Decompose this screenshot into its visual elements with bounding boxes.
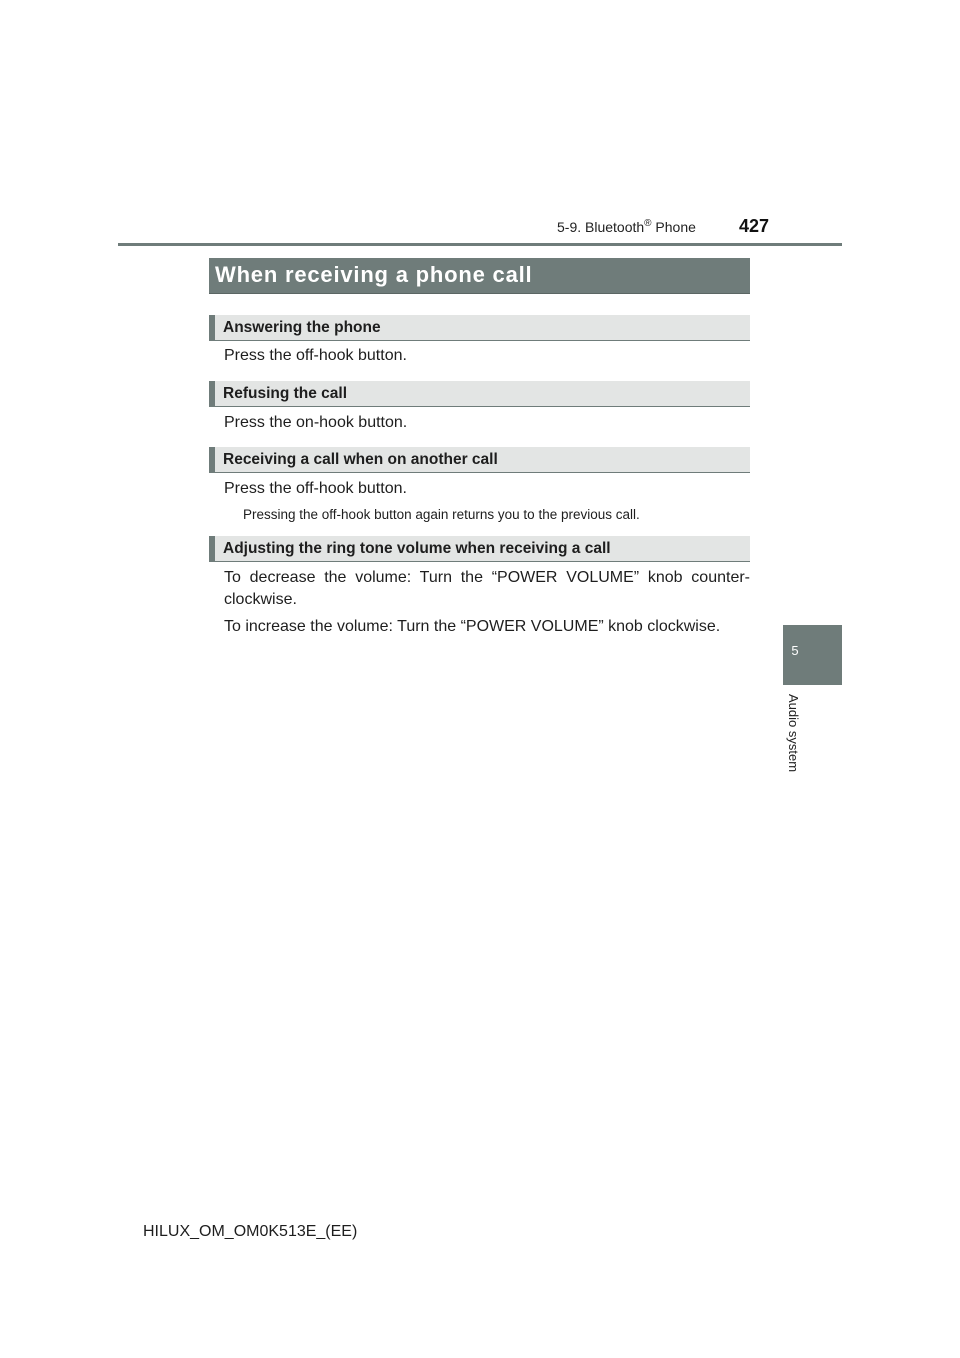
instruction-text: Press the off-hook button.	[224, 480, 407, 497]
subheading-marker	[209, 381, 215, 406]
chapter-title: Audio system	[786, 694, 801, 773]
subheading-marker	[209, 447, 215, 472]
chapter-number: 5	[791, 643, 799, 658]
subheading-label: Refusing the call	[223, 385, 348, 402]
note-text: Pressing the off-hook button again returns you to the previous call.	[243, 507, 640, 522]
subheading-answering-the-phone	[209, 315, 750, 341]
subheading-label: Adjusting the ring tone volume when receiving a call	[223, 540, 611, 557]
registered-mark: ®	[644, 218, 652, 229]
instruction-text: Press the off-hook button.	[224, 347, 407, 364]
subheading-label: Receiving a call when on another call	[223, 451, 498, 468]
subheading-refusing-the-call	[209, 381, 750, 407]
header-section-prefix: 5-9. Bluetooth	[557, 219, 645, 235]
subheading-adjusting-ring-tone-volume	[209, 536, 750, 562]
running-header-section	[557, 219, 696, 235]
subheading-marker	[209, 315, 215, 340]
page-number: 427	[739, 216, 770, 236]
document-id: HILUX_OM_OM0K513E_(EE)	[143, 1223, 358, 1240]
chapter-tab-divider	[783, 684, 842, 685]
instruction-text: Press the on-hook button.	[224, 414, 408, 431]
instruction-text-line-2: clockwise.	[224, 591, 297, 608]
instruction-text-line-3: To increase the volume: Turn the “POWER VOLUME” knob clockwise.	[224, 618, 721, 635]
instruction-text-line-1: To decrease the volume: Turn the “POWER VOLUME” knob counter-	[224, 569, 750, 586]
subheading-label: Answering the phone	[223, 319, 381, 336]
header-section-suffix: Phone	[651, 219, 696, 235]
subheading-marker	[209, 536, 215, 561]
header-divider	[118, 243, 842, 246]
page-title: When receiving a phone call	[215, 262, 533, 287]
subheading-receiving-a-call-on-another-call	[209, 447, 750, 473]
